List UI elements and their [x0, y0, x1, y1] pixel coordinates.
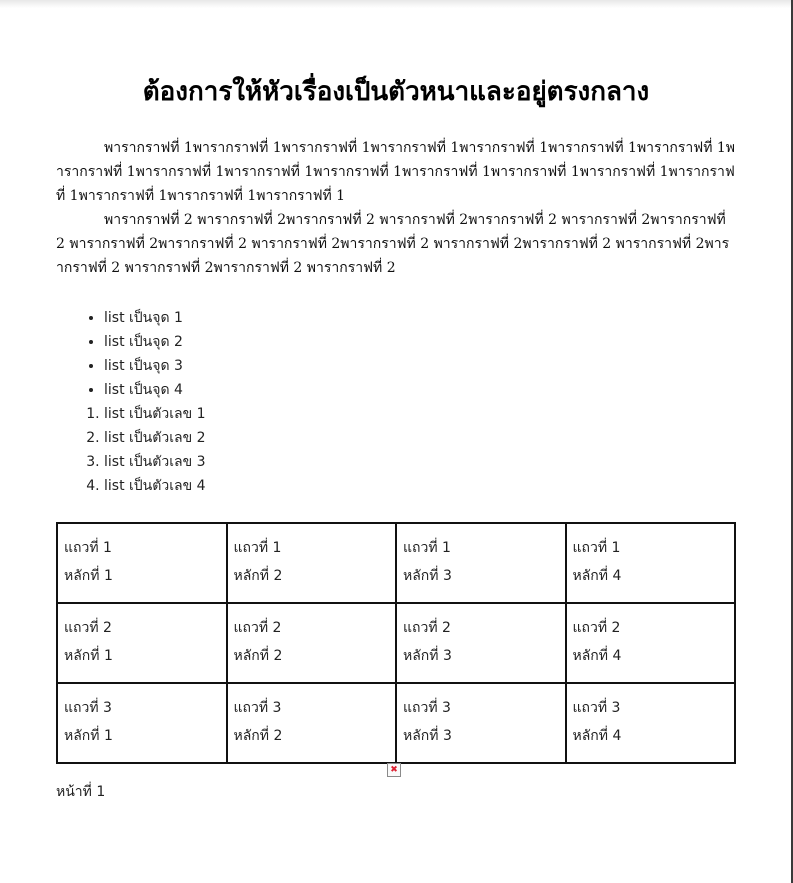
broken-image-icon: ✖: [387, 763, 401, 777]
cell-row-label: แถวที่ 3: [64, 700, 112, 716]
cell-col-label: หลักที่ 3: [403, 568, 452, 584]
bullet-list-item: • list เป็นจุด 1: [104, 306, 183, 330]
table-cell: [57, 523, 227, 603]
cell-col-label: หลักที่ 2: [233, 728, 283, 744]
cell-col-label: หลักที่ 1: [64, 728, 113, 744]
table-cell: [396, 603, 566, 683]
cell-row-label: แถวที่ 1: [572, 540, 621, 556]
paragraph-1: พารากราฟที่ 1พารากราฟที่ 1พารากราฟที่ 1พารากราฟที่ 1พารากราฟที่ 1พารากราฟที่ 1พารากราฟที่ 1พารากราฟที่ 1พารากราฟที่ 1พารากราฟที่ 1พารากราฟที่ 1พารากราฟที่ 1พารากราฟที่ 1พารากราฟที่ 1พารากราฟที่ 1พารากราฟที่ 1พารากราฟที่ 1พารากราฟที่ 1: [56, 140, 736, 204]
cell-col-label: หลักที่ 1: [64, 568, 113, 584]
paragraph-2: พารากราฟที่ 2 พารากราฟที่ 2พารากราฟที่ 2 พารากราฟที่ 2พารากราฟที่ 2 พารากราฟที่ 2พารากราฟที่ 2 พารากราฟที่ 2พารากราฟที่ 2 พารากราฟที่ 2พารากราฟที่ 2 พารากราฟที่ 2พารากราฟที่ 2 พารากราฟที่ 2พารากราฟที่ 2 พารากราฟที่ 2พารากราฟที่ 2 พารากราฟที่ 2: [56, 212, 730, 276]
page-number: หน้าที่ 1: [56, 784, 106, 800]
table-cell: [566, 683, 736, 763]
cell-col-label: หลักที่ 3: [403, 648, 452, 664]
numbered-list-item: 4. list เป็นตัวเลข 4: [104, 474, 206, 498]
cell-row-label: แถวที่ 2: [64, 620, 112, 636]
table-cell: [396, 683, 566, 763]
table-cell: [57, 683, 227, 763]
data-table: [56, 522, 736, 764]
table-cell: [227, 523, 397, 603]
bullet-list: [56, 306, 183, 402]
document-title: ต้องการให้หัวเรื่องเป็นตัวหนาและอยู่ตรงกลาง: [142, 77, 650, 107]
cell-col-label: หลักที่ 4: [572, 568, 622, 584]
table-cell: [227, 683, 397, 763]
table-cell: [227, 603, 397, 683]
table-row: [57, 523, 735, 603]
cell-row-label: แถวที่ 1: [403, 540, 451, 556]
table-cell: [57, 603, 227, 683]
cell-row-label: แถวที่ 3: [403, 700, 451, 716]
table-row: [57, 683, 735, 763]
cell-col-label: หลักที่ 2: [233, 648, 283, 664]
bullet-list-item: • list เป็นจุด 2: [104, 330, 183, 354]
cell-col-label: หลักที่ 2: [233, 568, 283, 584]
table-cell: [396, 523, 566, 603]
cell-col-label: หลักที่ 1: [64, 648, 113, 664]
cell-row-label: แถวที่ 1: [233, 540, 282, 556]
bullet-list-item: • list เป็นจุด 4: [104, 378, 183, 402]
numbered-list-item: 1. list เป็นตัวเลข 1: [104, 402, 206, 426]
table-row: [57, 603, 735, 683]
cell-row-label: แถวที่ 3: [572, 700, 621, 716]
cell-row-label: แถวที่ 2: [403, 620, 451, 636]
cell-row-label: แถวที่ 2: [233, 620, 282, 636]
bullet-list-item: • list เป็นจุด 3: [104, 354, 183, 378]
table-cell: [566, 523, 736, 603]
numbered-list-item: 2. list เป็นตัวเลข 2: [104, 426, 206, 450]
table-cell: [566, 603, 736, 683]
cell-col-label: หลักที่ 4: [572, 728, 622, 744]
cell-row-label: แถวที่ 3: [233, 700, 282, 716]
top-shadow: [0, 0, 791, 8]
numbered-list: [56, 402, 206, 498]
numbered-list-item: 3. list เป็นตัวเลข 3: [104, 450, 206, 474]
cell-col-label: หลักที่ 3: [403, 728, 452, 744]
cell-col-label: หลักที่ 4: [572, 648, 622, 664]
cell-row-label: แถวที่ 1: [64, 540, 112, 556]
cell-row-label: แถวที่ 2: [572, 620, 621, 636]
